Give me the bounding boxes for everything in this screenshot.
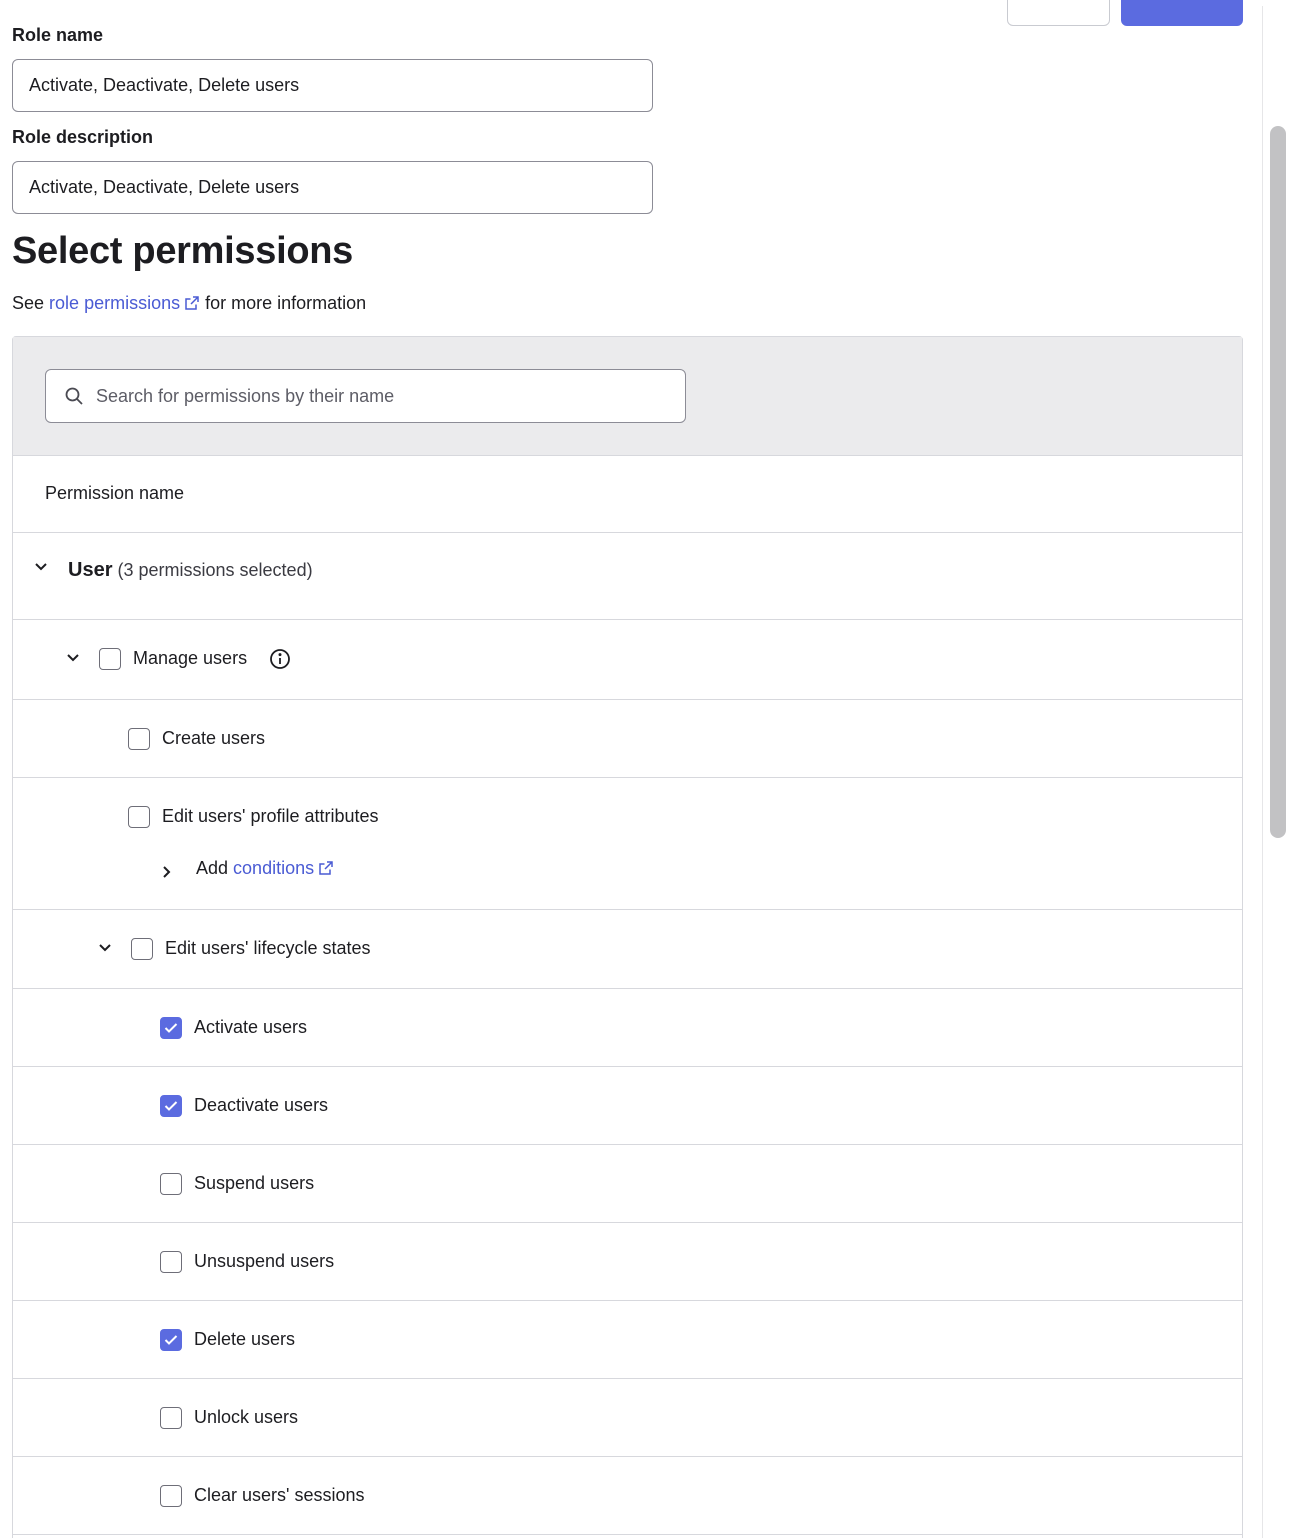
- permission-row: [13, 1379, 1242, 1457]
- info-prefix: See: [12, 293, 45, 313]
- permission-label: Unsuspend users: [194, 1251, 335, 1271]
- permission-row-edit-profile: [13, 778, 1242, 910]
- scrollbar-track[interactable]: [1262, 6, 1290, 1538]
- permission-checkbox[interactable]: [160, 1485, 182, 1507]
- permission-row-create-users: [13, 700, 1242, 778]
- group-row-user[interactable]: [13, 533, 1242, 620]
- external-link-icon: [318, 860, 334, 881]
- group-name: User: [68, 559, 113, 581]
- permission-checkbox[interactable]: [160, 1173, 182, 1195]
- permission-row: [13, 1301, 1242, 1379]
- role-name-label: Role name: [12, 25, 104, 45]
- section-title: Select permissions: [12, 230, 353, 272]
- save-button[interactable]: [1121, 0, 1243, 26]
- manage-users-label: Manage users: [133, 648, 248, 668]
- conditions-link[interactable]: [233, 858, 334, 878]
- chevron-down-icon[interactable]: [65, 649, 81, 665]
- group-selected-count: (3 permissions selected): [117, 560, 313, 580]
- permission-checkbox[interactable]: [160, 1017, 182, 1039]
- permission-checkbox[interactable]: [160, 1329, 182, 1351]
- table-header-row: [13, 456, 1242, 533]
- chevron-down-icon[interactable]: [97, 939, 113, 955]
- role-name-input[interactable]: [12, 59, 653, 112]
- create-users-label: Create users: [162, 728, 266, 748]
- permission-row-manage-users: [13, 620, 1242, 700]
- permission-row: [13, 1223, 1242, 1301]
- info-icon[interactable]: [269, 648, 291, 675]
- permission-label: Suspend users: [194, 1173, 315, 1193]
- manage-users-checkbox[interactable]: [99, 648, 121, 670]
- search-toolbar: [13, 337, 1242, 456]
- add-conditions-prefix: Add: [196, 858, 229, 878]
- role-permissions-link-text: role permissions: [49, 293, 181, 313]
- edit-profile-label: Edit users' profile attributes: [162, 806, 379, 826]
- chevron-down-icon[interactable]: [33, 558, 49, 574]
- search-input[interactable]: [96, 370, 676, 422]
- chevron-right-icon[interactable]: [158, 864, 174, 880]
- cancel-button[interactable]: [1007, 0, 1110, 26]
- permission-checkbox[interactable]: [160, 1407, 182, 1429]
- role-description-label: Role description: [12, 127, 154, 147]
- permission-label: Activate users: [194, 1017, 308, 1037]
- permissions-info-text: [12, 293, 366, 316]
- permission-row: [13, 1145, 1242, 1223]
- permission-label: Unlock users: [194, 1407, 299, 1427]
- permission-label: Deactivate users: [194, 1095, 329, 1115]
- permission-row-lifecycle: [13, 910, 1242, 989]
- lifecycle-label: Edit users' lifecycle states: [165, 938, 371, 958]
- role-permissions-link[interactable]: [49, 293, 200, 313]
- permission-row: [13, 1457, 1242, 1535]
- role-description-input[interactable]: [12, 161, 653, 214]
- permission-label: Clear users' sessions: [194, 1485, 365, 1505]
- permission-checkbox[interactable]: [160, 1095, 182, 1117]
- permission-row: [13, 1067, 1242, 1145]
- permission-checkbox[interactable]: [160, 1251, 182, 1273]
- info-suffix: for more information: [205, 293, 367, 313]
- column-header-permission-name: Permission name: [45, 483, 185, 503]
- permission-row: [13, 989, 1242, 1067]
- lifecycle-checkbox[interactable]: [131, 938, 153, 960]
- scrollbar-thumb[interactable]: [1270, 126, 1286, 838]
- conditions-link-text: conditions: [233, 858, 315, 878]
- permissions-table: [12, 336, 1243, 1538]
- search-box[interactable]: [45, 369, 686, 423]
- create-users-checkbox[interactable]: [128, 728, 150, 750]
- search-icon: [64, 386, 84, 411]
- add-conditions: [196, 858, 334, 881]
- edit-profile-checkbox[interactable]: [128, 806, 150, 828]
- permission-label: Delete users: [194, 1329, 296, 1349]
- external-link-icon: [184, 295, 200, 316]
